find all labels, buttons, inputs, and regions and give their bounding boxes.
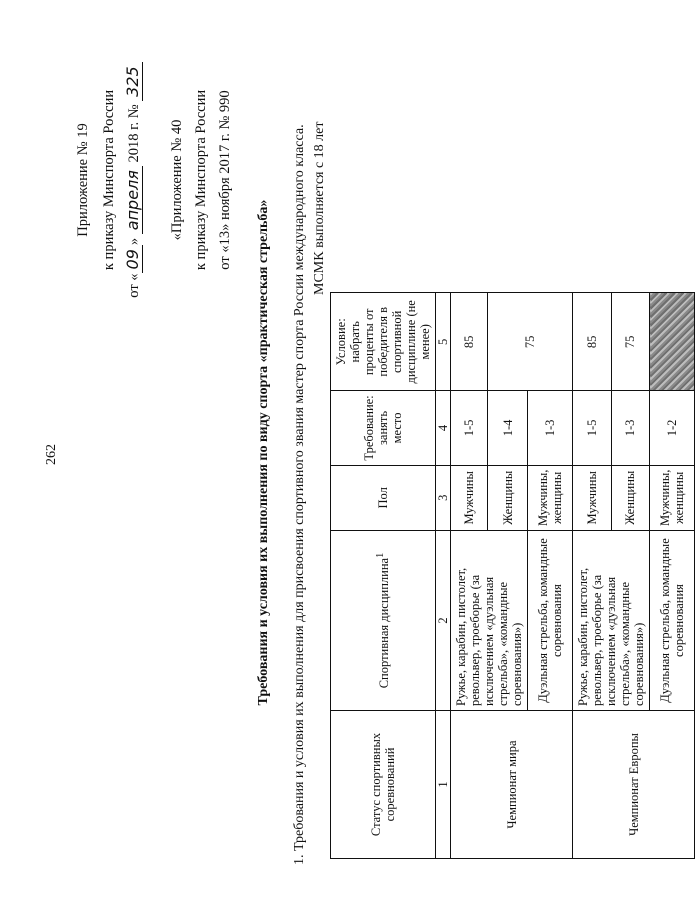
- place-cell: 1-5: [573, 391, 612, 465]
- gender-cell: Мужчины: [573, 465, 612, 530]
- discipline-cell: Дуэльная стрельба, командные соревнования: [650, 531, 695, 711]
- col-status-header: Статус спортивных соревнований: [331, 711, 436, 859]
- percent-cell: 75: [611, 293, 650, 391]
- percent-cell: 85: [573, 293, 612, 391]
- percent-cell: 85: [451, 293, 488, 391]
- place-cell: 1-3: [528, 391, 573, 465]
- col-discipline-header: Спортивная дисциплина$^1$: [331, 531, 436, 711]
- requirements-table: [330, 292, 695, 859]
- place-cell: 1-2: [650, 391, 695, 465]
- gender-cell: Женщины: [611, 465, 650, 530]
- grayed-cell: [650, 293, 695, 391]
- place-cell: 1-5: [451, 391, 488, 465]
- col-gender-header: Пол: [331, 465, 436, 530]
- gender-cell: Женщины: [488, 465, 528, 530]
- gender-cell: Мужчины, женщины: [528, 465, 573, 530]
- prev-order-line: к приказу Минспорта России: [193, 89, 209, 271]
- handwritten-month: апреля: [123, 166, 143, 234]
- percent-cell: 75: [488, 293, 573, 391]
- discipline-cell: Ружье, карабин, пистолет, револьвер, троеборье (за исключением «дуэльная стрельба», «командные соревнования»): [451, 531, 528, 711]
- prev-appendix: «Приложение № 40: [169, 119, 185, 241]
- table-header-row: [331, 293, 436, 859]
- gender-cell: Мужчины, женщины: [650, 465, 695, 530]
- gender-cell: Мужчины: [451, 465, 488, 530]
- table-row: [451, 293, 488, 859]
- page-number: 262: [44, 444, 59, 465]
- place-cell: 1-4: [488, 391, 528, 465]
- col-percent-header: Условие: набрать проценты от победителя в спортивной дисциплине (не менее): [331, 293, 436, 391]
- handwritten-day: 09: [123, 245, 143, 273]
- status-cell: Чемпионат мира: [451, 711, 573, 859]
- appendix-title: Приложение № 19: [75, 123, 91, 237]
- condition-heading: МСМК выполняется с 18 лет: [312, 121, 327, 295]
- section-heading: 1. Требования и условия их выполнения для присвоения спортивного звания мастер спорта России международного класса.: [292, 124, 307, 865]
- col-place-header: Требование: занять место: [331, 391, 436, 465]
- handwritten-number: 325: [123, 62, 143, 101]
- prev-order-date: от «13» ноября 2017 г. № 990: [217, 90, 233, 270]
- table-index-row: 1 2 3 4 5: [436, 293, 451, 859]
- discipline-cell: Дуэльная стрельба, командные соревнования: [528, 531, 573, 711]
- status-cell: Чемпионат Европы: [573, 711, 695, 859]
- table-row: [573, 293, 612, 859]
- order-line: к приказу Минспорта России: [101, 89, 117, 271]
- order-date-line: от «09» апреля 2018 г. № 325: [124, 15, 143, 345]
- place-cell: 1-3: [611, 391, 650, 465]
- document-title: Требования и условия их выполнения по виду спорта «практическая стрельба»: [256, 199, 271, 706]
- discipline-cell: Ружье, карабин, пистолет, револьвер, троеборье (за исключением «дуэльная стрельба», «командные соревнования»): [573, 531, 650, 711]
